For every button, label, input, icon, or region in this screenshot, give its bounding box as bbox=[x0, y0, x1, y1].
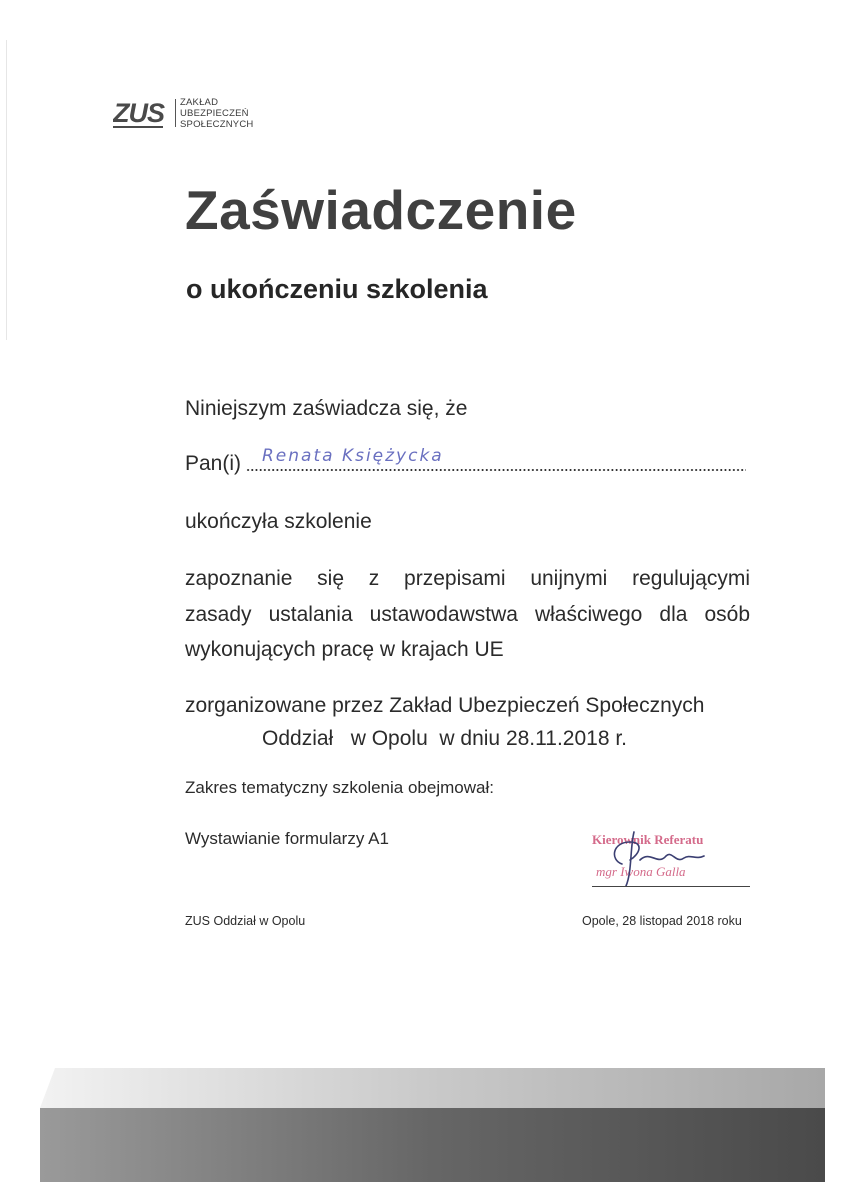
scope-heading: Zakres tematyczny szkolenia obejmował: bbox=[185, 778, 494, 797]
zus-logo bbox=[113, 96, 273, 136]
course-line-1: zapoznanie się z przepisami unijnymi regulującymi bbox=[185, 567, 750, 590]
participant-name-handwritten: Renata Księżycka bbox=[262, 446, 444, 466]
completed-text: ukończyła szkolenie bbox=[185, 510, 372, 533]
scan-edge-line bbox=[6, 40, 7, 340]
logo-institution-name bbox=[180, 97, 253, 130]
organizer-line: zorganizowane przez Zakład Ubezpieczeń Społecznych bbox=[185, 694, 705, 717]
logo-divider bbox=[175, 99, 176, 127]
logo-line-1: ZAKŁAD bbox=[180, 97, 219, 108]
svg-text:ZUS: ZUS bbox=[113, 98, 164, 128]
zus-logo-mark bbox=[113, 96, 169, 130]
footer-branch: ZUS Oddział w Opolu bbox=[185, 914, 306, 928]
logo-line-3: SPOŁECZNYCH bbox=[180, 119, 254, 130]
course-line-2: zasady ustalania ustawodawstwa właściwego dla osób bbox=[185, 603, 750, 626]
signature-line bbox=[592, 886, 750, 887]
footer-place-date: Opole, 28 listopad 2018 roku bbox=[582, 914, 742, 928]
branch-date-line: Oddział w Opolu w dniu 28.11.2018 r. bbox=[262, 727, 627, 750]
logo-line-2: UBEZPIECZEŃ bbox=[180, 108, 249, 119]
handwritten-signature bbox=[600, 820, 710, 890]
course-line-3: wykonujących pracę w krajach UE bbox=[185, 638, 504, 661]
name-dotted-line bbox=[246, 468, 746, 472]
document-subtitle: o ukończeniu szkolenia bbox=[186, 274, 488, 304]
pan-label: Pan(i) bbox=[185, 452, 242, 475]
stamp-title: Kierownik Referatu bbox=[592, 832, 704, 847]
intro-text: Niniejszym zaświadcza się, że bbox=[185, 397, 468, 420]
document-title: Zaświadczenie bbox=[185, 179, 577, 241]
stamp-person: mgr Iwona Galla bbox=[596, 864, 686, 879]
scope-item: Wystawianie formularzy A1 bbox=[185, 829, 389, 848]
decorative-bottom-band bbox=[0, 1060, 848, 1200]
